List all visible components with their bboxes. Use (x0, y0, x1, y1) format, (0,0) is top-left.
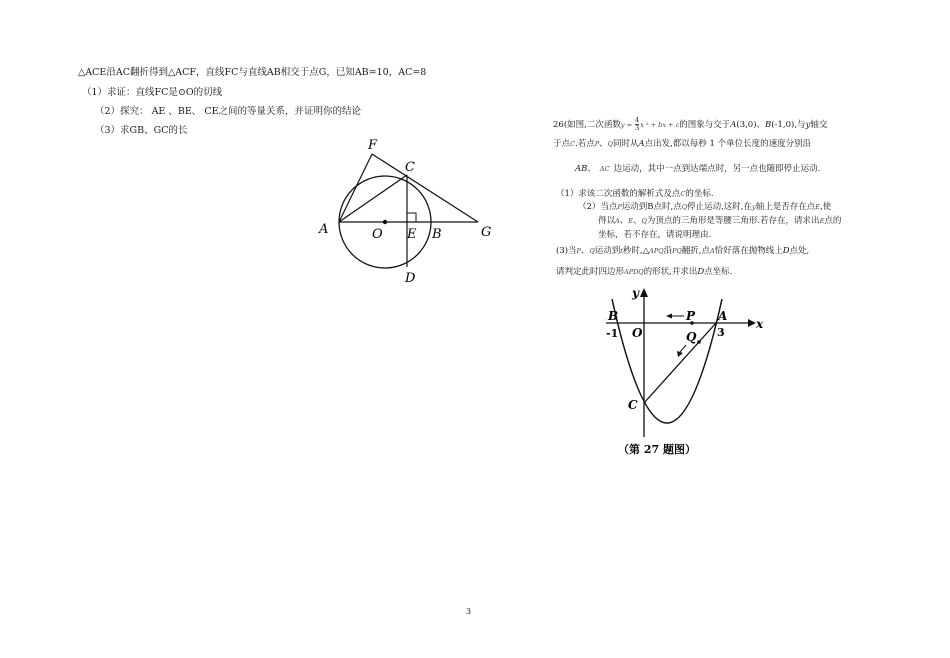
label-A: A (319, 222, 329, 237)
var-APDQ: APDQ (624, 268, 644, 276)
var-B: B (765, 120, 772, 130)
right-question-2-cont (598, 217, 841, 226)
text-run: 同时从 (612, 139, 639, 149)
right-line-3 (575, 165, 820, 174)
label-three: 3 (717, 326, 725, 339)
figure-caption: （第 27 题图） (618, 443, 696, 456)
label-y: y (632, 286, 639, 300)
var-t: t (620, 247, 623, 255)
formula-rest: x ² + bx + c (640, 121, 680, 129)
label-minus-one: -1 (606, 327, 619, 340)
var-A: A (638, 139, 645, 149)
var-AB: AB (575, 164, 588, 174)
text-run: 运动到B点时,点 (621, 202, 682, 212)
frac-num: 4 (635, 116, 640, 124)
text-run: (-1,0),与 (771, 120, 806, 130)
var-D: D (782, 246, 790, 256)
right-line-1 (553, 117, 827, 132)
text-run: 得以 (598, 216, 616, 226)
label-A: A (718, 309, 728, 323)
label-C: C (628, 398, 638, 412)
label-D: D (405, 271, 416, 282)
var-E: E (628, 217, 633, 225)
formula-fraction (635, 117, 639, 132)
var-E: E (819, 217, 825, 225)
parabola-figure (598, 285, 768, 460)
text-run: 停止运动,这时,在 (687, 202, 752, 212)
label-B: B (432, 227, 442, 242)
right-question-3 (556, 247, 809, 256)
right-question-2 (578, 203, 831, 212)
text-run: 的图象与交于 (679, 120, 731, 130)
label-x: x (756, 317, 764, 331)
left-question-2: （2）探究： AE 、BE、 CE之间的等量关系，并证明你的结论 (95, 106, 362, 117)
var-PQ: PQ (672, 247, 682, 255)
p-arrowhead (666, 314, 672, 319)
text-run: （2）当点 (578, 202, 618, 212)
var-Q: Q (641, 217, 647, 225)
var-APQ: APQ (649, 247, 664, 255)
right-question-3-cont (556, 268, 732, 277)
text-run: 、 (599, 139, 608, 149)
q-arrow (680, 345, 686, 352)
point-q (697, 340, 701, 344)
text-run: 的形状,并求出 (643, 267, 698, 277)
var-D: D (697, 267, 705, 277)
label-O: O (372, 227, 383, 242)
var-A: A (615, 217, 620, 225)
line-ac (339, 175, 407, 222)
var-E: E (815, 203, 820, 211)
left-question-1: （1）求证：直线FC是⊙O的切线 (82, 87, 223, 98)
text-run: 翻折,点 (681, 246, 710, 256)
text-run: 轴交 (810, 120, 828, 130)
frac-den: 3 (635, 124, 640, 132)
var-C: C (680, 190, 686, 198)
text-run: 、 (587, 164, 596, 174)
text-run: 为顶点的三角形是等腰三角形.若存在，请求出 (646, 216, 820, 226)
text-run: 请判定此时四边形 (556, 267, 625, 277)
label-G: G (481, 225, 492, 240)
label-P: P (686, 309, 696, 323)
var-Q: Q (681, 203, 688, 211)
text-run: ,使 (819, 202, 832, 212)
text-run: 点的 (824, 216, 842, 226)
circle-figure (315, 132, 535, 282)
text-run: 运动到 (594, 246, 621, 256)
line-af (339, 154, 372, 222)
right-angle-mark (407, 213, 416, 222)
right-line-2 (553, 140, 811, 149)
text-run: .若点 (575, 139, 595, 149)
page-number: 3 (466, 607, 472, 616)
var-Q: Q (607, 140, 613, 148)
x-axis-arrow (748, 319, 756, 327)
left-question-3: （3）求GB、GC的长 (95, 125, 188, 136)
label-B: B (608, 309, 619, 323)
text-run: 、 (619, 216, 629, 226)
text-run: 恰好落在抛物线上 (714, 246, 783, 256)
text-run: 点坐标. (704, 267, 733, 277)
text-run: 轴上是否存在点 (755, 202, 816, 212)
text-run: 点处, (789, 246, 810, 256)
label-C: C (405, 160, 415, 175)
text-run: 沿 (663, 246, 673, 256)
label-O: O (632, 326, 643, 340)
text-run: (3)当 (556, 246, 577, 256)
formula-y: y = (620, 121, 635, 129)
text-run: 、 (632, 216, 642, 226)
var-Q: Q (589, 247, 595, 255)
text-run: （1）求该二次函数的解析式及点 (556, 189, 681, 199)
text-run: 点出发,都以每秒 1 个单位长度的速度分别沿 (644, 139, 812, 149)
text-run: 秒时,△ (622, 246, 650, 256)
left-line-1: △ACE沿AC翻折得到△ACF，直线FC与直线AB相交于点G，已知AB=10，AC=8 (78, 67, 427, 78)
label-E: E (407, 227, 417, 242)
text-run: (3,0) (736, 120, 757, 130)
right-question-1 (556, 190, 714, 199)
y-axis-arrow (640, 288, 648, 297)
text-run: 、 (756, 120, 766, 130)
text-run: 于点 (553, 139, 571, 149)
var-y: y (805, 120, 811, 130)
var-y: y (752, 203, 756, 211)
var-A: A (710, 247, 715, 255)
var-P: P (617, 203, 622, 211)
var-P: P (576, 247, 581, 255)
text-run: 边运动，其中一点到达端点时，另一点也随即停止运动. (613, 164, 821, 174)
var-P: P (594, 140, 600, 148)
center-dot (383, 220, 387, 224)
text-run: 26(如图,二次函数 (553, 120, 621, 130)
right-question-2-end: 坐标，若不存在，请说明理由. (598, 230, 712, 240)
text-run: 的坐标. (685, 189, 714, 199)
label-F: F (368, 138, 378, 153)
text-run: 、 (580, 246, 590, 256)
label-Q: Q (686, 330, 697, 344)
var-C: C (570, 140, 575, 148)
var-A: A (730, 120, 737, 130)
var-AC: AC (599, 165, 610, 173)
